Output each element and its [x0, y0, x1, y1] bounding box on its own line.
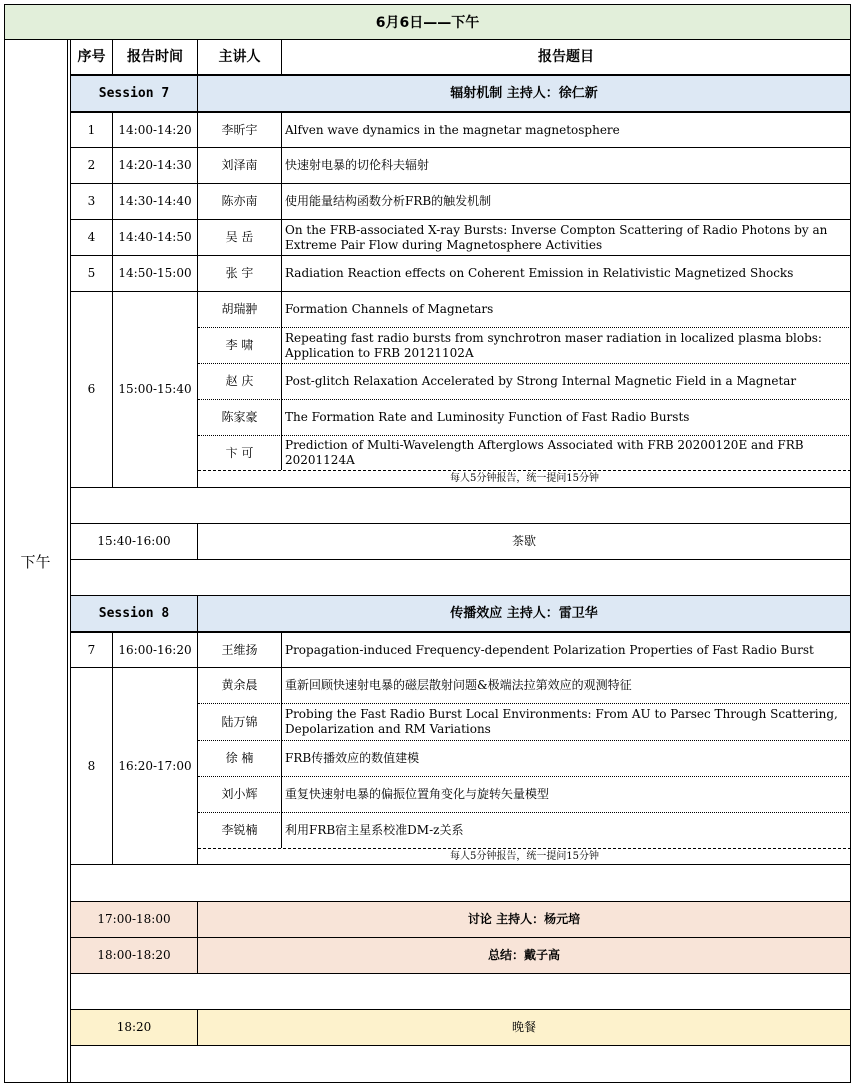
- row-num: 1: [71, 113, 113, 148]
- row-time: 16:00-16:20: [113, 633, 198, 668]
- row-time: 14:20-14:30: [113, 148, 198, 184]
- row-topic: Alfven wave dynamics in the magnetar magnetosphere: [282, 113, 851, 148]
- row-speaker: 李昕宇: [198, 113, 282, 148]
- dinner-time: 18:20: [71, 1010, 198, 1046]
- header-topic: 报告题目: [282, 40, 851, 76]
- session-7-title: 辐射机制 主持人：徐仁新: [198, 76, 851, 112]
- break-time: 15:40-16:00: [71, 524, 198, 560]
- group-num: 8: [71, 668, 113, 865]
- group-topic: 利用FRB宿主星系校准DM-z关系: [282, 813, 851, 848]
- group-speaker: 卞 可: [198, 436, 282, 470]
- group-speaker: 刘小辉: [198, 777, 282, 813]
- group-divider: [198, 848, 851, 849]
- group-topic: 重复快速射电暴的偏振位置角变化与旋转矢量模型: [282, 777, 851, 813]
- group-topic: 重新回顾快速射电暴的磁层散射问题&极端法拉第效应的观测特征: [282, 668, 851, 704]
- discussion-label: 讨论 主持人：杨元培: [198, 902, 851, 938]
- break-label: 茶歇: [198, 524, 851, 560]
- group-divider: [198, 470, 851, 471]
- row-time: 14:00-14:20: [113, 113, 198, 148]
- blank-row: [71, 1046, 851, 1083]
- row-speaker: 张 宇: [198, 256, 282, 292]
- group-num: 6: [71, 292, 113, 488]
- row-num: 5: [71, 256, 113, 292]
- row-num: 4: [71, 220, 113, 256]
- row-time: 14:40-14:50: [113, 220, 198, 256]
- row-speaker: 陈亦南: [198, 184, 282, 220]
- blank-row: [71, 488, 851, 524]
- header-time: 报告时间: [113, 40, 198, 76]
- row-topic: Propagation-induced Frequency-dependent Polarization Properties of Fast Radio Burst: [282, 633, 851, 668]
- group-topic: Formation Channels of Magnetars: [282, 292, 851, 328]
- row-time: 14:30-14:40: [113, 184, 198, 220]
- row-topic: 快速射电暴的切伦科夫辐射: [282, 148, 851, 184]
- page-title: 6月6日——下午: [4, 4, 851, 40]
- group-topic: The Formation Rate and Luminosity Function of Fast Radio Bursts: [282, 400, 851, 436]
- discussion-time: 17:00-18:00: [71, 902, 198, 938]
- row-num: 7: [71, 633, 113, 668]
- group-speaker: 陈家豪: [198, 400, 282, 436]
- group-topic: Probing the Fast Radio Burst Local Environments: From AU to Parsec Through Scattering, Depolarization and RM Variations: [282, 704, 851, 741]
- row-num: 2: [71, 148, 113, 184]
- session-8-title: 传播效应 主持人：雷卫华: [198, 596, 851, 632]
- row-topic: On the FRB-associated X-ray Bursts: Inverse Compton Scattering of Radio Photons by an Extreme Pair Flow during Magnetosphere Activities: [282, 220, 851, 256]
- group-speaker: 胡瑞翀: [198, 292, 282, 328]
- row-topic: Radiation Reaction effects on Coherent Emission in Relativistic Magnetized Shocks: [282, 256, 851, 292]
- row-speaker: 刘泽南: [198, 148, 282, 184]
- row-speaker: 吴 岳: [198, 220, 282, 256]
- row-speaker: 王维扬: [198, 633, 282, 668]
- group-time: 15:00-15:40: [113, 292, 198, 488]
- group-note: 每人5分钟报告，统一提问15分钟: [449, 473, 600, 484]
- row-time: 14:50-15:00: [113, 256, 198, 292]
- group-speaker: 赵 庆: [198, 364, 282, 400]
- group-speaker: 陆万锦: [198, 704, 282, 741]
- header-num: 序号: [71, 40, 113, 76]
- dinner-label: 晚餐: [198, 1010, 851, 1046]
- period-label: 下午: [20, 552, 51, 571]
- summary-label: 总结：戴子高: [198, 938, 851, 974]
- row-num: 3: [71, 184, 113, 220]
- header-speaker: 主讲人: [198, 40, 282, 76]
- group-speaker: 黄余晨: [198, 668, 282, 704]
- blank-row: [71, 974, 851, 1010]
- row-topic: 使用能量结构函数分析FRB的触发机制: [282, 184, 851, 220]
- session-8-label: Session 8: [71, 596, 198, 632]
- period-column: [4, 39, 68, 1083]
- session-7-label: Session 7: [71, 76, 198, 112]
- group-topic: Prediction of Multi-Wavelength Afterglows Associated with FRB 20200120E and FRB 20201124A: [282, 436, 851, 470]
- group-topic: Repeating fast radio bursts from synchrotron maser radiation in localized plasma blobs: Application to FRB 20121102A: [282, 328, 851, 364]
- blank-row: [71, 560, 851, 596]
- group-topic: FRB传播效应的数值建模: [282, 741, 851, 777]
- group-time: 16:20-17:00: [113, 668, 198, 865]
- group-topic: Post-glitch Relaxation Accelerated by Strong Internal Magnetic Field in a Magnetar: [282, 364, 851, 400]
- group-speaker: 徐 楠: [198, 741, 282, 777]
- group-speaker: 李 啸: [198, 328, 282, 364]
- group-note: 每人5分钟报告，统一提问15分钟: [449, 851, 600, 862]
- group-speaker: 李锐楠: [198, 813, 282, 848]
- blank-row: [71, 865, 851, 902]
- summary-time: 18:00-18:20: [71, 938, 198, 974]
